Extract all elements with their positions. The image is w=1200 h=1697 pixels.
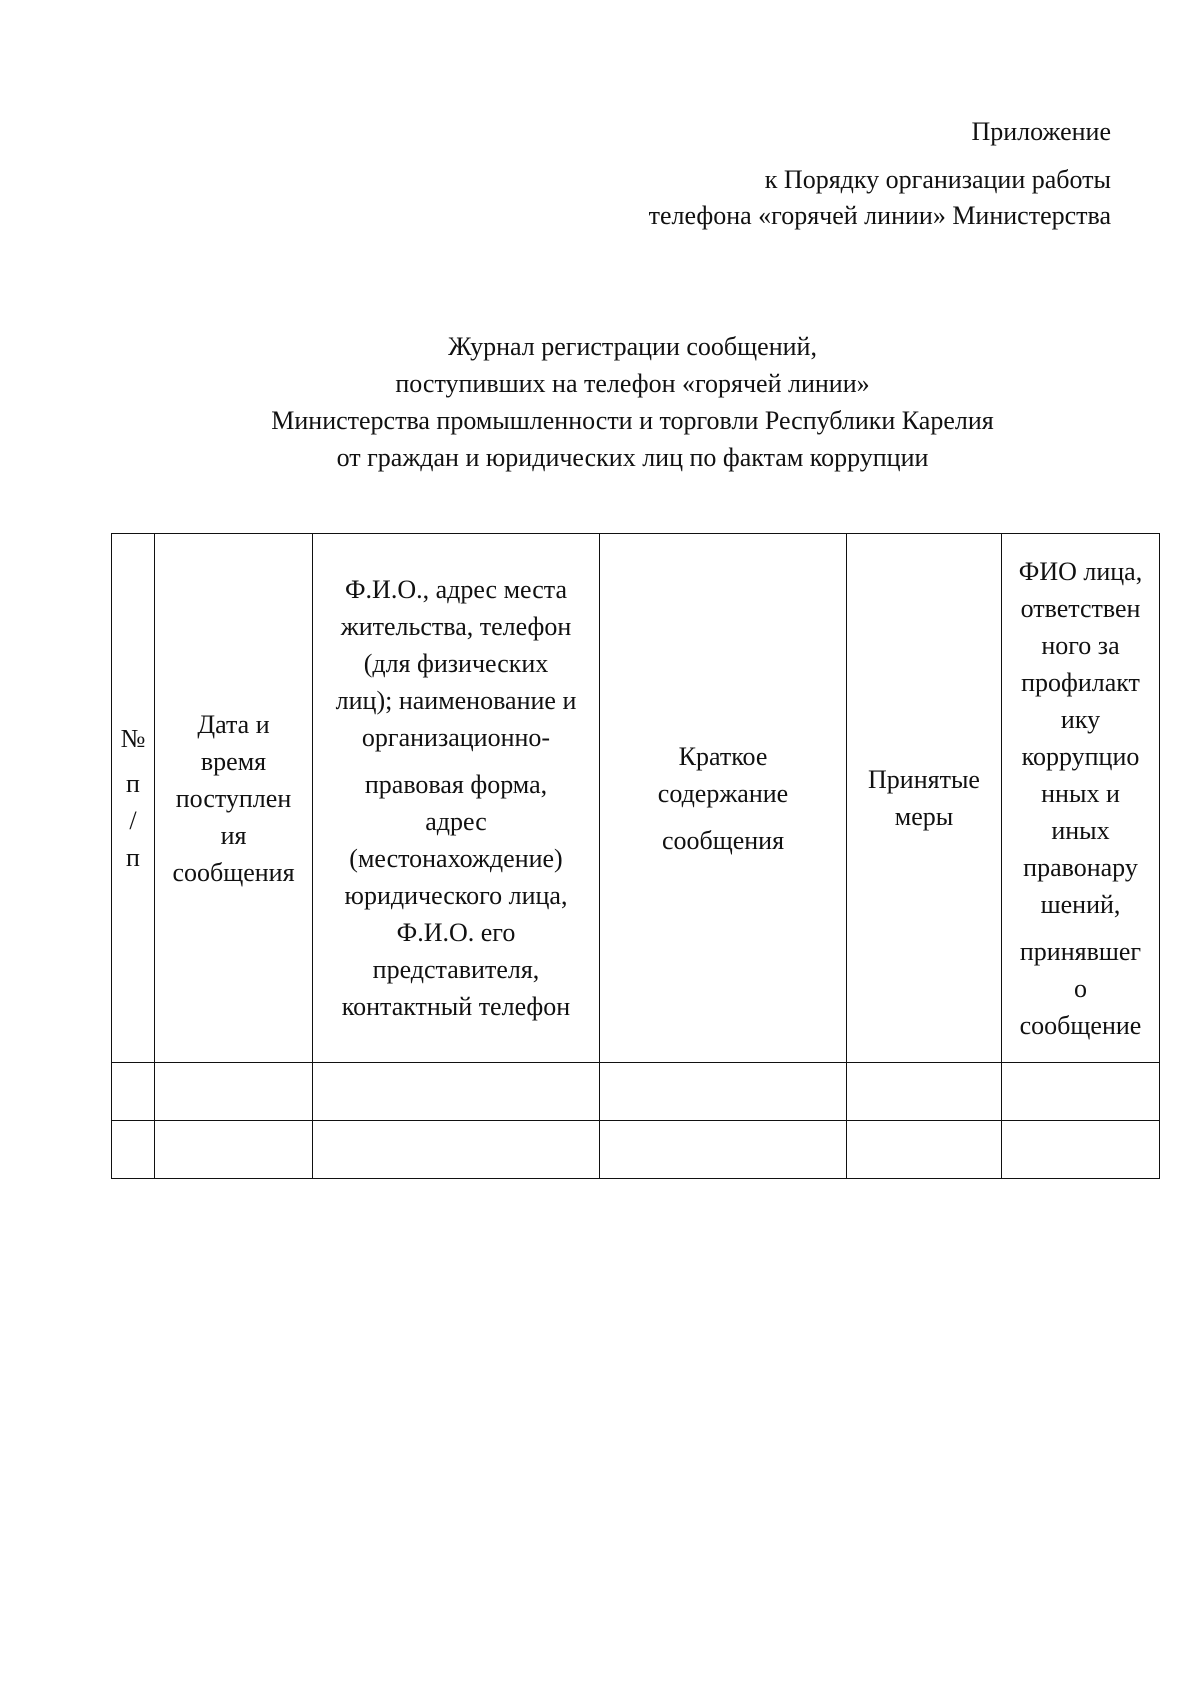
table-cell (313, 1121, 600, 1179)
table-cell (112, 1121, 155, 1179)
header-text: п / п (126, 769, 140, 872)
title-line-2: поступивших на телефон «горячей линии» (395, 369, 870, 398)
column-header-datetime (155, 534, 313, 1063)
journal-table (111, 533, 1160, 1179)
column-header-summary (600, 534, 847, 1063)
table-header-row (112, 534, 1160, 1063)
title-line-3: Министерства промышленности и торговли Республики Карелия (271, 406, 994, 435)
header-text: Краткое содержание (657, 741, 789, 808)
table-cell (155, 1063, 313, 1121)
column-header-measures (847, 534, 1002, 1063)
appendix-spacer (649, 150, 1111, 162)
appendix-line-2: телефона «горячей линии» Министерства (648, 201, 1111, 230)
column-header-responsible (1002, 534, 1160, 1063)
header-text: № (120, 724, 146, 753)
table-cell (600, 1121, 847, 1179)
table-cell (313, 1063, 600, 1121)
table-row (112, 1063, 1160, 1121)
table-cell (112, 1063, 155, 1121)
header-text: ФИО лица, ответствен ного за профилакт ику коррупцио нных и иных правонару шений, (1018, 556, 1143, 919)
journal-title (0, 328, 1200, 476)
column-header-applicant (313, 534, 600, 1063)
title-line-1: Журнал регистрации сообщений, (448, 332, 817, 361)
header-text: правовая форма, адрес (местонахождение) юридического лица, Ф.И.О. его представителя, контактный телефон (341, 770, 571, 1021)
appendix-line-1: к Порядку организации работы (764, 165, 1111, 194)
table-cell (600, 1063, 847, 1121)
column-header-number (112, 534, 155, 1063)
header-text: Дата и время поступлен ия сообщения (172, 709, 295, 887)
table-row (112, 1121, 1160, 1179)
title-line-4: от граждан и юридических лиц по фактам коррупции (336, 443, 929, 472)
table-cell (847, 1121, 1002, 1179)
header-text: Ф.И.О., адрес места жительства, телефон (для физических лиц); наименование и организационно- (335, 575, 577, 752)
header-text: Принятые меры (868, 765, 980, 831)
appendix-label: Приложение (971, 117, 1111, 146)
table-cell (847, 1063, 1002, 1121)
header-text: принявшег о сообщение (1019, 936, 1142, 1040)
table-cell (155, 1121, 313, 1179)
table-cell (1002, 1121, 1160, 1179)
table-cell (1002, 1063, 1160, 1121)
header-text: сообщения (661, 825, 785, 855)
appendix-header (649, 114, 1111, 234)
